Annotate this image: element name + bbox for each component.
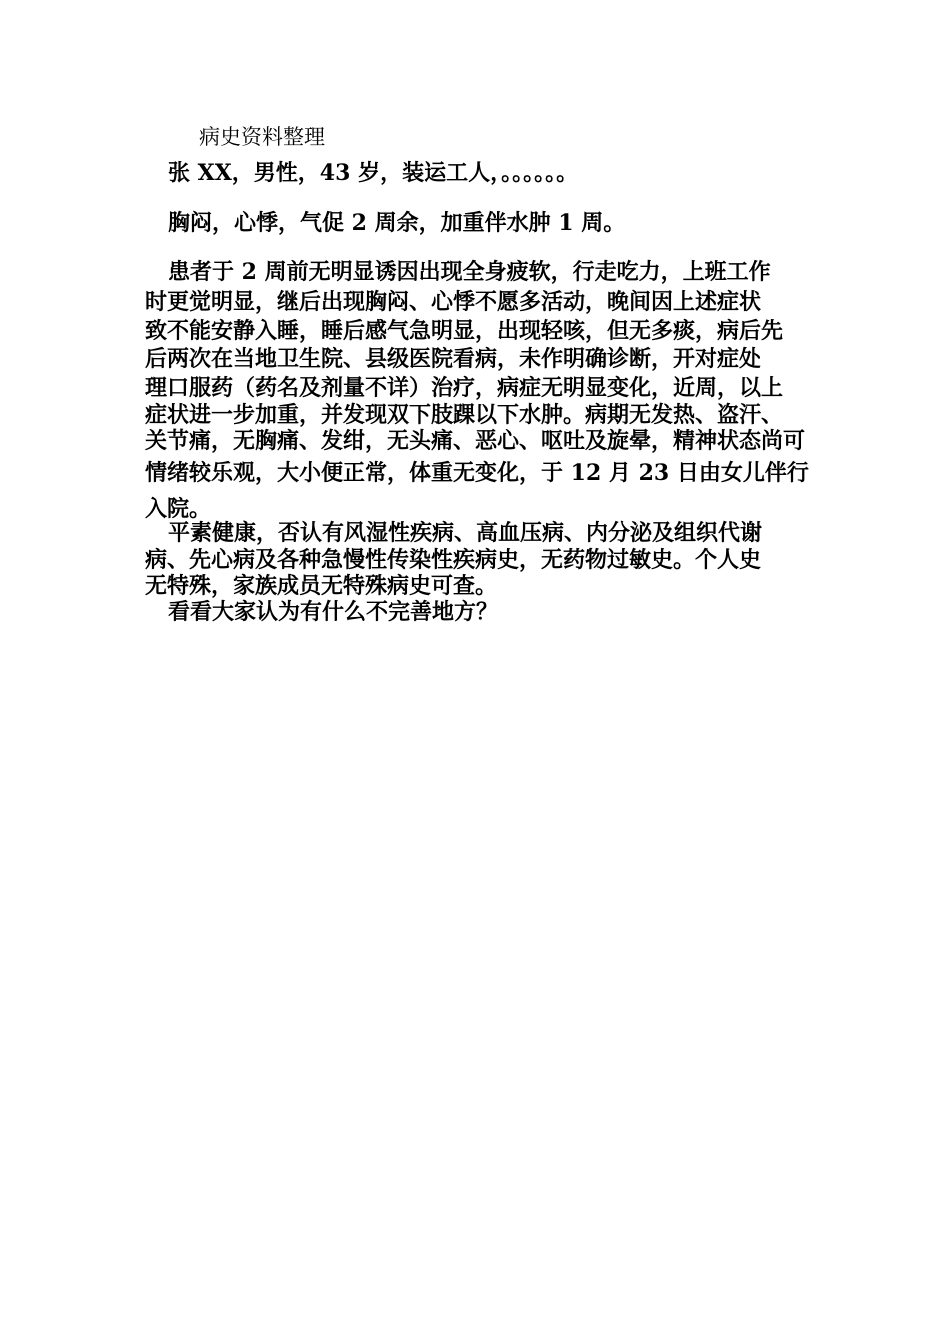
past-history-line: 病、先心病及各种急慢性传染性疾病史，无药物过敏史。个人史 [145, 547, 762, 573]
chief-complaint: 胸闷，心悸，气促 2 周余，加重伴水肿 1 周。 [168, 210, 626, 236]
history-line: 致不能安静入睡，睡后感气急明显，出现轻咳，但无多痰，病后先 [145, 318, 784, 344]
patient-info-line: 张 XX，男性，43 岁，装运工人，。。。。。。 [168, 160, 579, 186]
discussion-question: 看看大家认为有什么不完善地方？ [168, 599, 499, 625]
history-line: 症状进一步加重，并发现双下肢踝以下水肿。病期无发热、盗汗、 [145, 402, 784, 428]
past-history-line: 平素健康，否认有风湿性疾病、高血压病、内分泌及组织代谢 [168, 520, 763, 546]
history-line: 入院。 [145, 496, 212, 522]
history-line: 情绪较乐观，大小便正常，体重无变化，于 12 月 23 日由女儿伴行 [145, 460, 809, 486]
history-line: 后两次在当地卫生院、县级医院看病，未作明确诊断，开对症处 [145, 346, 762, 372]
history-line: 理口服药（药名及剂量不详）治疗，病症无明显变化，近周，以上 [145, 375, 784, 401]
document-title: 病史资料整理 [199, 125, 325, 149]
history-line: 关节痛，无胸痛、发绀，无头痛、恶心、呕吐及旋晕，精神状态尚可 [145, 428, 806, 454]
history-line: 时更觉明显，继后出现胸闷、心悸不愿多活动，晚间因上述症状 [145, 289, 762, 315]
history-line: 患者于 2 周前无明显诱因出现全身疲软，行走吃力，上班工作 [168, 259, 771, 285]
past-history-line: 无特殊，家族成员无特殊病史可查。 [145, 573, 498, 599]
